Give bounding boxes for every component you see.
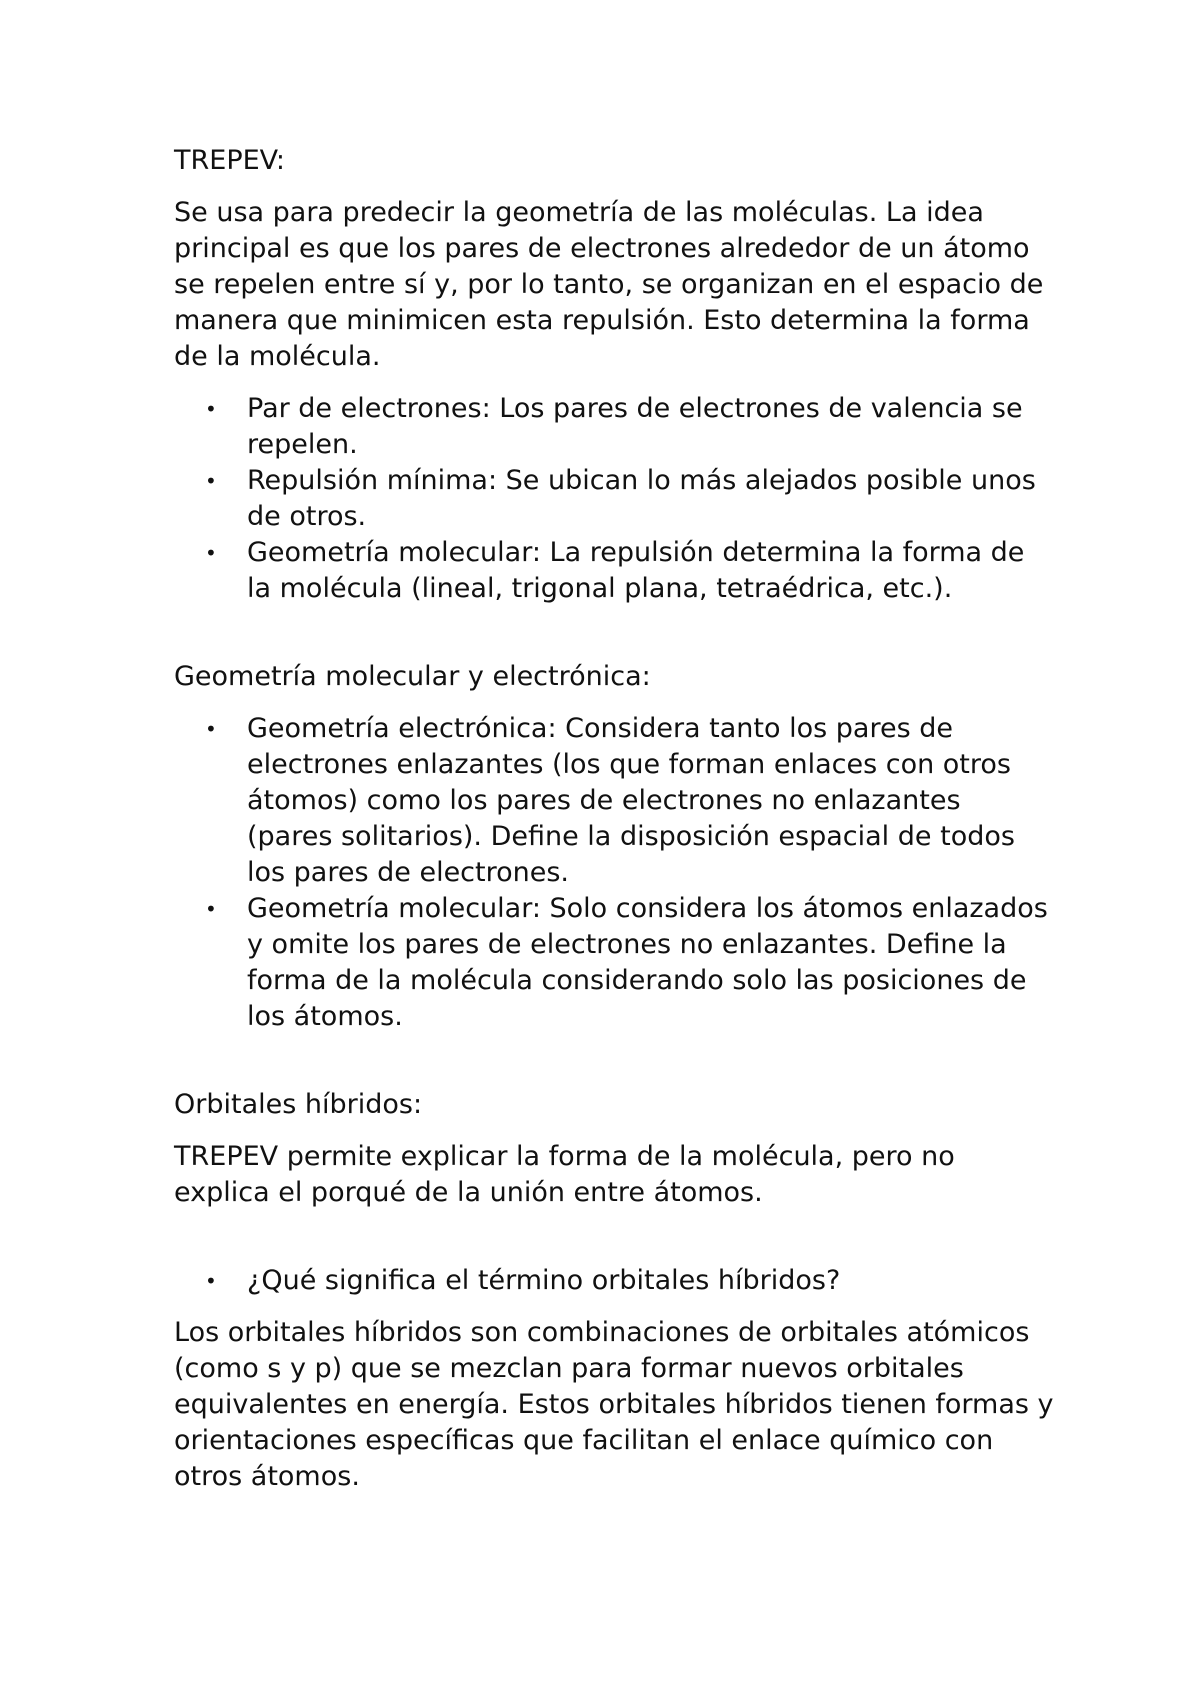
bullet-icon: • [205, 717, 217, 741]
document-body [174, 143, 1054, 1511]
blank-line [174, 623, 1054, 659]
list-item [205, 711, 1054, 891]
section-heading-orbitales: Orbitales híbridos: [174, 1089, 423, 1120]
bullet-icon: • [205, 897, 217, 921]
geometria-bullet-list [174, 711, 1054, 1035]
trepev-paragraph: Se usa para predecir la geometría de las moléculas. La idea principal es que los pares de electrones alrededor de un átomo se repelen entre sí y, por lo tanto, se organizan en el espacio de manera que minimicen esta repulsión. Esto determina la forma de la molécula. [174, 197, 1044, 372]
list-item-text: Repulsión mínima: Se ubican lo más alejados posible unos de otros. [247, 465, 1036, 532]
section-heading-trepev: TREPEV: [174, 145, 286, 176]
list-item-text: Geometría molecular: La repulsión determina la forma de la molécula (lineal, trigonal plana, tetraédrica, etc.). [247, 537, 1025, 604]
bullet-icon: • [205, 397, 217, 421]
bullet-icon: • [205, 1269, 217, 1293]
list-item [205, 891, 1054, 1035]
orbitales-question-list [174, 1263, 1054, 1299]
list-item [205, 391, 1054, 463]
list-item-text: ¿Qué significa el término orbitales híbridos? [247, 1265, 841, 1296]
blank-line [174, 1051, 1054, 1087]
bullet-icon: • [205, 469, 217, 493]
list-item [205, 535, 1054, 607]
list-item [205, 463, 1054, 535]
orbitales-paragraph: TREPEV permite explicar la forma de la molécula, pero no explica el porqué de la unión entre átomos. [174, 1141, 955, 1208]
list-item [205, 1263, 1054, 1299]
list-item-text: Geometría molecular: Solo considera los átomos enlazados y omite los pares de electrones no enlazantes. Define la forma de la molécula considerando solo las posiciones de los átomos. [247, 893, 1048, 1032]
orbitales-answer-paragraph: Los orbitales híbridos son combinaciones de orbitales atómicos (como s y p) que se mezclan para formar nuevos orbitales equivalentes en energía. Estos orbitales híbridos tienen formas y orientaciones específicas que facilitan el enlace químico con otros átomos. [174, 1317, 1054, 1492]
list-item-text: Geometría electrónica: Considera tanto los pares de electrones enlazantes (los que forman enlaces con otros átomos) como los pares de electrones no enlazantes (pares solitarios). Define la disposición espacial de todos los pares de electrones. [247, 713, 1015, 888]
section-heading-geometria: Geometría molecular y electrónica: [174, 661, 651, 692]
blank-line [174, 1227, 1054, 1263]
list-item-text: Par de electrones: Los pares de electrones de valencia se repelen. [247, 393, 1023, 460]
trepev-bullet-list [174, 391, 1054, 607]
bullet-icon: • [205, 541, 217, 565]
